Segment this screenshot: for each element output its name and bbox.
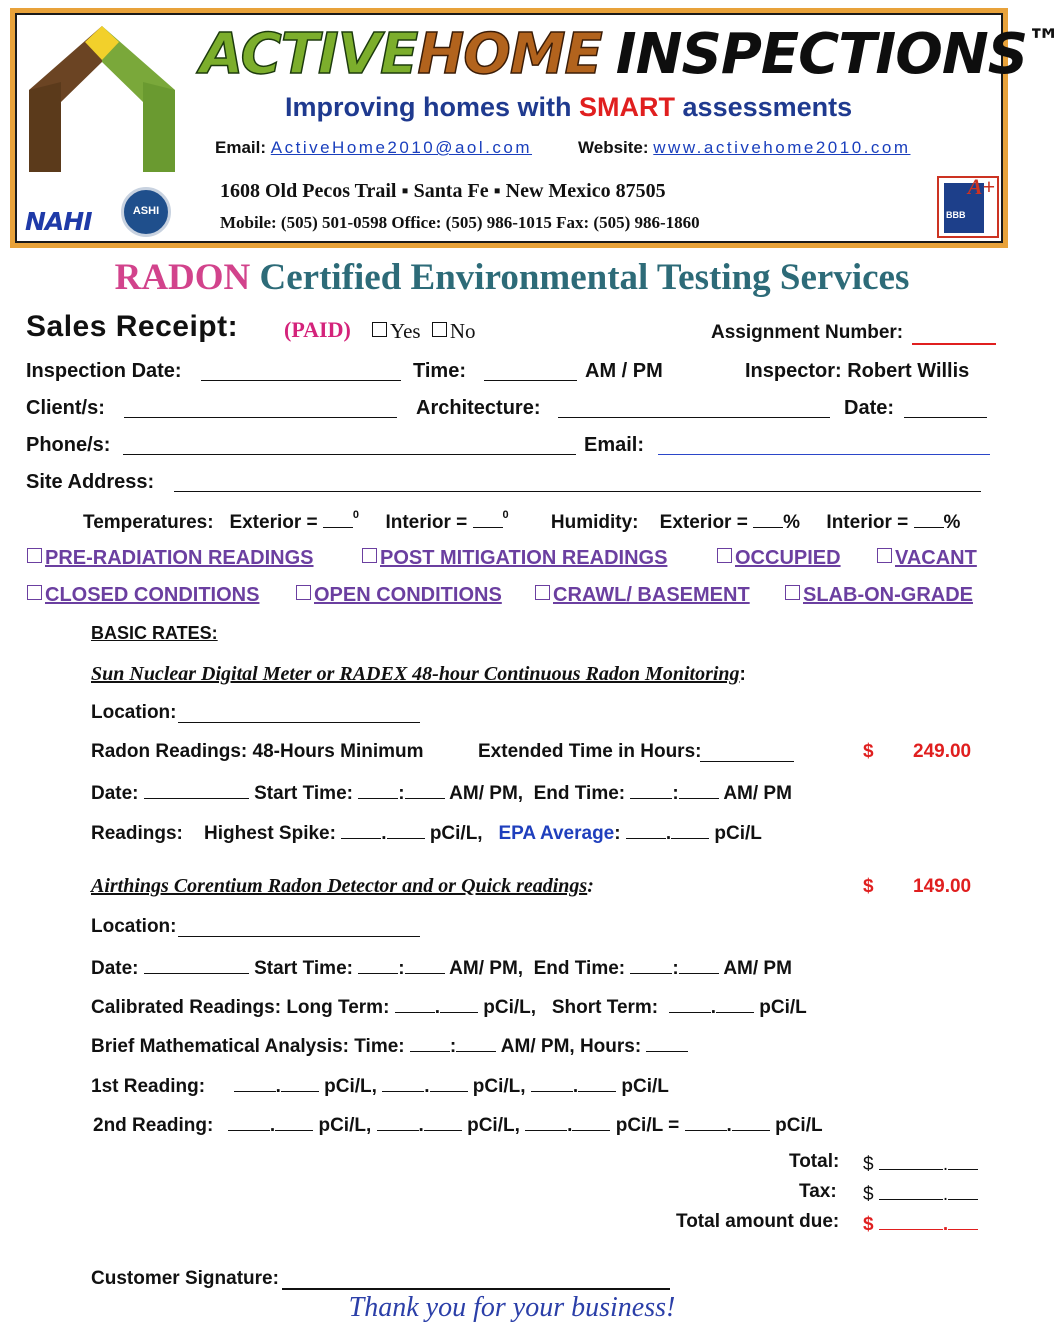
email-line bbox=[215, 138, 532, 158]
epa-int-field[interactable] bbox=[626, 820, 666, 839]
end-minute-field[interactable] bbox=[679, 955, 719, 974]
checkbox[interactable] bbox=[877, 548, 892, 563]
reading-field[interactable] bbox=[578, 1073, 616, 1092]
website-link[interactable]: www.activehome2010.com bbox=[653, 138, 911, 157]
reading-field[interactable] bbox=[382, 1073, 424, 1092]
location2-label: Location: bbox=[91, 916, 177, 937]
checkbox[interactable] bbox=[27, 585, 42, 600]
architecture-field[interactable] bbox=[558, 399, 830, 418]
second-reading-row: 2nd Reading: . pCi/L, . pCi/L, . pCi/L = . pCi/L bbox=[93, 1112, 823, 1137]
start-hour-field[interactable] bbox=[358, 955, 398, 974]
time-label: Time: bbox=[413, 360, 466, 382]
checkbox[interactable] bbox=[27, 548, 42, 563]
start-minute-field[interactable] bbox=[405, 780, 445, 799]
end-minute-field[interactable] bbox=[679, 780, 719, 799]
start-hour-field[interactable] bbox=[358, 780, 398, 799]
location2-field[interactable] bbox=[178, 918, 420, 937]
nahi-logo: NAHI bbox=[25, 207, 92, 236]
reading-field[interactable] bbox=[732, 1112, 770, 1131]
company-address: 1608 Old Pecos Trail ▪ Santa Fe ▪ New Mexico 87505 bbox=[220, 180, 666, 202]
first-reading-row: 1st Reading: . pCi/L, . pCi/L, . pCi/L bbox=[91, 1073, 669, 1098]
section2-title: Airthings Corentium Radon Detector and or Quick readings: bbox=[91, 875, 594, 897]
checkbox[interactable] bbox=[717, 548, 732, 563]
analysis-hours-field[interactable] bbox=[646, 1033, 688, 1052]
location1-field[interactable] bbox=[178, 704, 420, 723]
option-pre-radiation[interactable]: PRE-RADIATION READINGS bbox=[27, 547, 314, 570]
exterior-temp-field[interactable] bbox=[323, 509, 353, 528]
email-field[interactable] bbox=[658, 436, 990, 455]
total-cents-field[interactable] bbox=[948, 1151, 978, 1170]
assignment-label: Assignment Number: bbox=[711, 322, 904, 343]
checkbox[interactable] bbox=[785, 585, 800, 600]
short-int-field[interactable] bbox=[669, 994, 711, 1013]
price-quick: 149.00 bbox=[913, 876, 972, 897]
reading-field[interactable] bbox=[281, 1073, 319, 1092]
tagline-smart: SMART bbox=[579, 92, 676, 122]
page-title: RADON Certified Environmental Testing Services bbox=[114, 257, 910, 298]
spike-dec-field[interactable] bbox=[387, 820, 425, 839]
email-label: Email: bbox=[215, 138, 267, 157]
sales-receipt-label: Sales Receipt: bbox=[26, 310, 239, 343]
interior-temp-label: Interior = bbox=[385, 512, 468, 533]
total-value: $ . bbox=[863, 1151, 978, 1176]
website-line bbox=[578, 138, 911, 158]
location1-label: Location: bbox=[91, 702, 177, 723]
option-crawl-basement[interactable]: CRAWL/ BASEMENT bbox=[535, 584, 750, 607]
email-link[interactable]: ActiveHome2010@aol.com bbox=[270, 138, 533, 157]
title-radon: RADON bbox=[114, 257, 251, 298]
analysis-hour-field[interactable] bbox=[410, 1033, 450, 1052]
signature-field[interactable] bbox=[282, 1270, 670, 1290]
short-dec-field[interactable] bbox=[716, 994, 754, 1013]
date-label: Date: bbox=[844, 397, 895, 419]
extended-time-field[interactable] bbox=[700, 743, 794, 762]
reading-field[interactable] bbox=[525, 1112, 567, 1131]
phones-field[interactable] bbox=[123, 436, 576, 455]
reading-field[interactable] bbox=[531, 1073, 573, 1092]
option-occupied[interactable]: OCCUPIED bbox=[717, 547, 841, 570]
date-field[interactable] bbox=[144, 780, 249, 799]
tax-label: Tax: bbox=[799, 1181, 837, 1202]
bbb-logo: BBB A+ bbox=[937, 176, 999, 238]
long-dec-field[interactable] bbox=[440, 994, 478, 1013]
clients-field[interactable] bbox=[124, 399, 397, 418]
option-open-conditions[interactable]: OPEN CONDITIONS bbox=[296, 584, 502, 607]
end-hour-field[interactable] bbox=[630, 955, 672, 974]
exterior-humidity-field[interactable] bbox=[753, 509, 783, 528]
readings-row: Readings: Highest Spike: . pCi/L, EPA Average: . pCi/L bbox=[91, 820, 762, 845]
calibrated-row: Calibrated Readings: Long Term: . pCi/L, Short Term: . pCi/L bbox=[91, 994, 807, 1019]
dollar-sign: $ bbox=[863, 741, 874, 762]
price-continuous: 249.00 bbox=[913, 741, 972, 762]
email-field-label: Email: bbox=[584, 434, 645, 456]
thank-you-note: Thank you for your business! bbox=[348, 1292, 676, 1323]
epa-average-label: EPA Average bbox=[498, 823, 615, 844]
total-due-value: $ . bbox=[863, 1211, 978, 1236]
site-address-field[interactable] bbox=[174, 473, 981, 492]
reading-field[interactable] bbox=[377, 1112, 419, 1131]
option-post-mitigation[interactable]: POST MITIGATION READINGS bbox=[362, 547, 667, 570]
end-hour-field[interactable] bbox=[630, 780, 672, 799]
reading-field[interactable] bbox=[685, 1112, 727, 1131]
spike-int-field[interactable] bbox=[341, 820, 381, 839]
brand-home: HOME bbox=[417, 22, 602, 87]
radon-readings-label: Radon Readings: 48-Hours Minimum bbox=[91, 741, 424, 762]
interior-humidity-field[interactable] bbox=[914, 509, 944, 528]
exterior-humidity-label: Exterior = bbox=[659, 512, 748, 533]
signature-label: Customer Signature: bbox=[91, 1268, 279, 1289]
paid-label: (PAID) bbox=[284, 317, 351, 342]
date-field[interactable] bbox=[144, 955, 249, 974]
reading-field[interactable] bbox=[228, 1112, 270, 1131]
temperatures-label: Temperatures: bbox=[83, 512, 214, 533]
checkbox[interactable] bbox=[362, 548, 377, 563]
bbb-rating: A+ bbox=[967, 174, 995, 199]
basic-rates-heading: BASIC RATES: bbox=[91, 623, 218, 643]
house-logo bbox=[27, 22, 177, 182]
tax-dollars-field[interactable] bbox=[879, 1181, 943, 1200]
reading-field[interactable] bbox=[424, 1112, 462, 1131]
brand-name bbox=[200, 22, 1060, 87]
due-cents-field[interactable] bbox=[948, 1211, 978, 1230]
phones-label: Phone/s: bbox=[26, 434, 111, 456]
tagline: Improving homes with SMART assessments bbox=[285, 92, 853, 122]
long-int-field[interactable] bbox=[395, 994, 435, 1013]
inspection-date-field[interactable] bbox=[201, 362, 401, 381]
total-due-label: Total amount due: bbox=[676, 1211, 840, 1232]
checkbox[interactable] bbox=[296, 585, 311, 600]
time-row-2: Date: Start Time: : AM/ PM, End Time: : AM/ PM bbox=[91, 955, 792, 980]
ampm-label: AM / PM bbox=[585, 360, 663, 382]
due-dollars-field[interactable] bbox=[879, 1211, 943, 1230]
ashi-logo: ASHI bbox=[121, 187, 171, 237]
option-closed-conditions[interactable]: CLOSED CONDITIONS bbox=[27, 584, 259, 607]
exterior-temp-label: Exterior = bbox=[229, 512, 318, 533]
dollar-sign-2: $ bbox=[863, 876, 874, 897]
option-slab-on-grade[interactable]: SLAB-ON-GRADE bbox=[785, 584, 973, 607]
checkbox[interactable] bbox=[535, 585, 550, 600]
epa-dec-field[interactable] bbox=[671, 820, 709, 839]
interior-humidity-label: Interior = bbox=[826, 512, 909, 533]
analysis-minute-field[interactable] bbox=[456, 1033, 496, 1052]
reading-field[interactable] bbox=[430, 1073, 468, 1092]
extended-time-label: Extended Time in Hours: bbox=[478, 741, 702, 762]
company-phones: Mobile: (505) 501-0598 Office: (505) 986-1015 Fax: (505) 986-1860 bbox=[220, 213, 700, 232]
no-label: No bbox=[449, 319, 476, 343]
total-dollars-field[interactable] bbox=[879, 1151, 943, 1170]
paid-options bbox=[372, 319, 475, 344]
time-row-1: Date: Start Time: : AM/ PM, End Time: : AM/ PM bbox=[91, 780, 792, 805]
clients-label: Client/s: bbox=[26, 397, 105, 419]
time-field[interactable] bbox=[484, 362, 577, 381]
yes-checkbox[interactable] bbox=[372, 322, 387, 337]
tax-value: $ . bbox=[863, 1181, 978, 1206]
site-address-label: Site Address: bbox=[26, 471, 155, 493]
website-label: Website: bbox=[578, 138, 649, 157]
inspector-label: Inspector: Robert Willis bbox=[745, 360, 970, 382]
architecture-label: Architecture: bbox=[416, 397, 541, 419]
option-vacant[interactable]: VACANT bbox=[877, 547, 977, 570]
assignment-field[interactable] bbox=[912, 343, 996, 345]
start-minute-field[interactable] bbox=[405, 955, 445, 974]
humidity-label: Humidity: bbox=[550, 512, 639, 533]
reading-field[interactable] bbox=[275, 1112, 313, 1131]
interior-temp-field[interactable] bbox=[473, 509, 503, 528]
analysis-row: Brief Mathematical Analysis: Time: : AM/ PM, Hours: bbox=[91, 1033, 688, 1058]
reading-field[interactable] bbox=[572, 1112, 610, 1131]
temperatures-row: Temperatures: Exterior = $^0$ Interior = $^0$ Humidity: Exterior = % Interior = % bbox=[83, 509, 961, 533]
reading-field[interactable] bbox=[234, 1073, 276, 1092]
no-checkbox[interactable] bbox=[432, 322, 447, 337]
total-label: Total: bbox=[789, 1151, 840, 1172]
brand-active: ACTIVE bbox=[200, 22, 418, 87]
yes-label: Yes bbox=[390, 319, 421, 343]
tax-cents-field[interactable] bbox=[948, 1181, 978, 1200]
brand-inspections: INSPECTIONS bbox=[615, 22, 1028, 87]
section1-title: Sun Nuclear Digital Meter or RADEX 48-hour Continuous Radon Monitoring: bbox=[91, 663, 746, 685]
date-field[interactable] bbox=[904, 399, 987, 418]
trademark: ™ bbox=[1027, 22, 1060, 62]
inspection-date-label: Inspection Date: bbox=[26, 360, 182, 382]
